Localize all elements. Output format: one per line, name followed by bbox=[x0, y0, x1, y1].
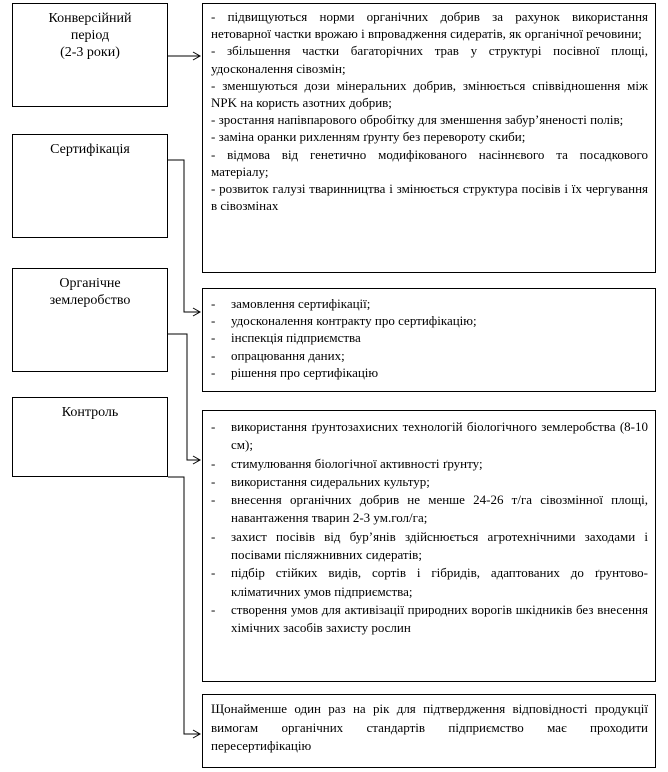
organic-practice-item: - захист посівів від бур’янів здійснюється агротехнічними заходами і посівами післяжнивних сидератів; bbox=[211, 528, 648, 565]
certification-step-item: - опрацювання даних; bbox=[211, 347, 648, 364]
arrowhead-control bbox=[193, 730, 200, 738]
conversion-measure-item: - зростання напівпарового обробітку для зменшення забур’яненості полів; bbox=[211, 112, 624, 128]
organic-practice-item: - створення умов для активізації природних ворогів шкідників без внесення хімічних засобів захисту рослин bbox=[211, 601, 648, 638]
organic-practices-box bbox=[202, 410, 656, 682]
organic-practice-item: - стимулювання біологічної активності ґрунту; bbox=[211, 455, 648, 473]
control-recertification-box bbox=[202, 694, 656, 768]
conversion-measure-item: - зменшуються дози мінеральних добрив, змінюється співвідношення між NPK на користь азотних добрив; bbox=[211, 77, 648, 111]
conversion-measure-item: - збільшення частки багаторічних трав у структурі посівної площі, удосконалення сівозмін; bbox=[211, 43, 648, 76]
certification-box bbox=[12, 134, 168, 238]
conversion-measures-box bbox=[202, 3, 656, 273]
control-recertification-text: Щонайменше один раз на рік для підтвердження відповідності продукції вимогам органічних стандартів підприємство має проходити пересертифікацію bbox=[211, 701, 648, 753]
certification-steps-box bbox=[202, 288, 656, 392]
organic-practice-item: - використання сидеральних культур; bbox=[211, 473, 648, 491]
conversion-measure-item: - заміна оранки рихленням ґрунту без перевороту скиби; bbox=[211, 129, 526, 145]
organic-practice-item: - підбір стійких видів, сортів і гібридів, адаптованих до ґрунтово-кліматичних умов підприємства; bbox=[211, 564, 648, 601]
certification-label: Сертифікація bbox=[50, 142, 130, 157]
organic-practice-item: - використання ґрунтозахисних технологій біологічного землеробства (8-10 см); bbox=[211, 418, 648, 455]
arrowhead-certification bbox=[193, 308, 200, 316]
conversion-period-subtitle: період bbox=[70, 28, 110, 43]
control-label: Контроль bbox=[61, 405, 119, 420]
connector-certification bbox=[168, 160, 200, 312]
organic-practice-item: - внесення органічних добрив не менше 24-26 т/га сівозмінної площі, навантаження тварин 2-3 ум.гол/га; bbox=[211, 491, 648, 528]
arrowhead-conversion bbox=[193, 52, 200, 60]
conversion-measure-item: - підвищуються норми органічних добрив за рахунок використання нетоварної частки врожаю і впровадження сидератів, як органічної речовини; bbox=[211, 9, 648, 42]
organic-farming-title: Органічне bbox=[59, 276, 121, 291]
certification-step-item: - рішення про сертифікацію bbox=[211, 364, 648, 381]
conversion-period-duration: (2-3 роки) bbox=[60, 45, 120, 60]
arrowhead-organic bbox=[193, 456, 200, 464]
conversion-measure-item: - розвиток галузі тваринництва і змінюється структура посівів і їх чергування в сівозмінах bbox=[211, 181, 648, 214]
organic-farming-subtitle: землеробство bbox=[49, 293, 131, 308]
certification-step-item: - удосконалення контракту про сертифікацію; bbox=[211, 312, 648, 329]
conversion-period-title: Конверсійний bbox=[48, 11, 132, 26]
organic-farming-box bbox=[12, 268, 168, 372]
conversion-measure-item: - відмова від генетично модифікованого насіннєвого та посадкового матеріалу; bbox=[211, 146, 648, 179]
connector-control bbox=[168, 477, 200, 734]
control-box bbox=[12, 397, 168, 477]
certification-step-item: - інспекція підприємства bbox=[211, 329, 648, 346]
conversion-period-box bbox=[12, 3, 168, 107]
certification-step-item: - замовлення сертифікації; bbox=[211, 295, 648, 312]
connector-organic bbox=[168, 334, 200, 460]
